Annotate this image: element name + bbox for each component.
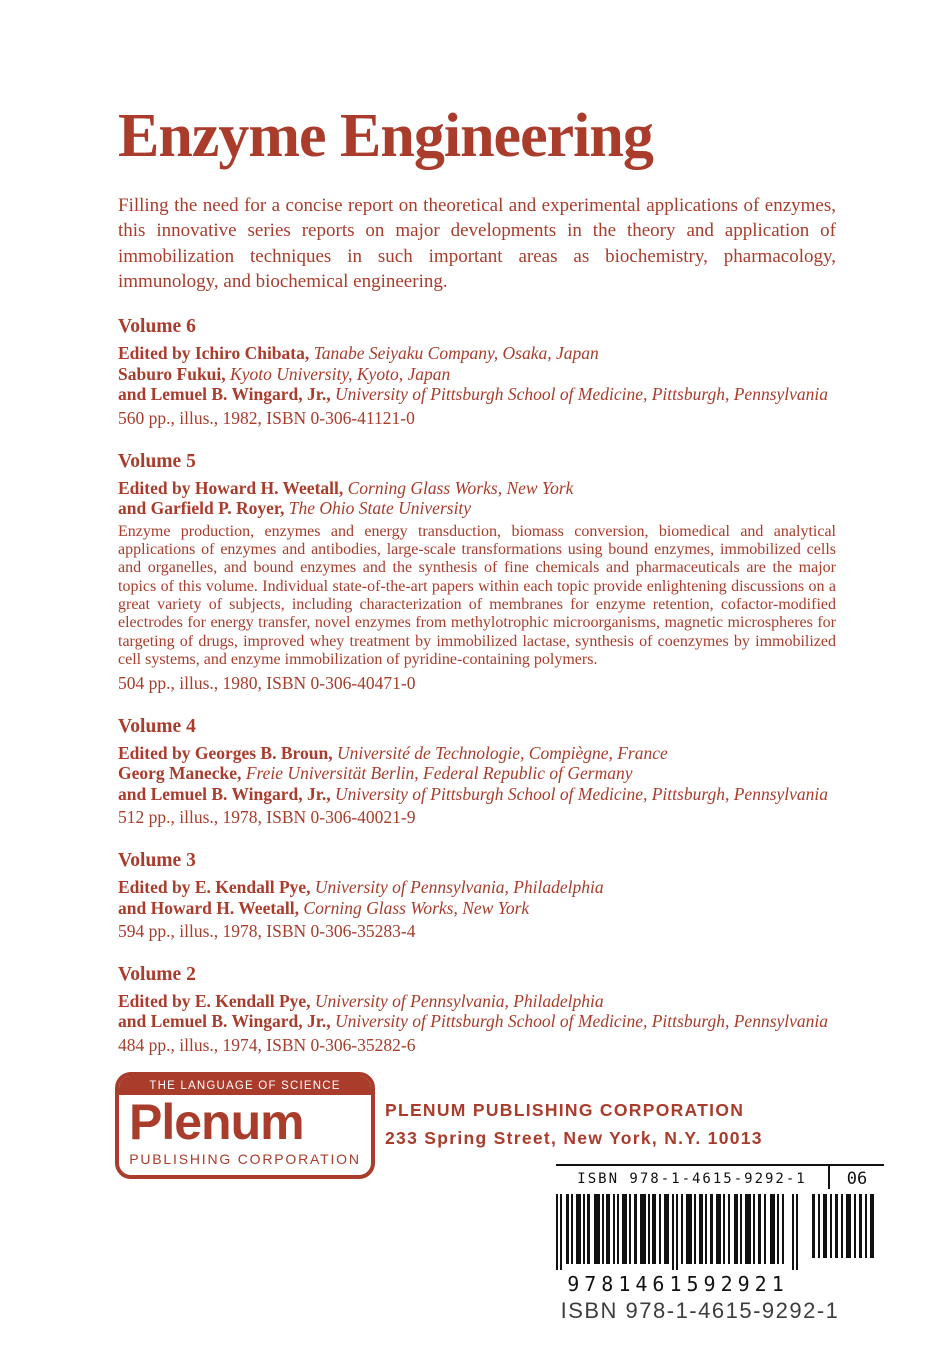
- publication-info: 512 pp., illus., 1978, ISBN 0-306-40021-9: [118, 807, 416, 828]
- editor-name: and Lemuel B. Wingard, Jr.,: [118, 783, 336, 804]
- editor-name: Edited by Ichiro Chibata,: [118, 343, 314, 364]
- editor-line: [118, 763, 836, 783]
- editor-name: Edited by E. Kendall Pye,: [118, 990, 315, 1011]
- editor-affiliation: University of Pittsburgh School of Medicine, Pittsburgh, Pennsylvania: [335, 1011, 829, 1032]
- series-description: Filling the need for a concise report on theoretical and experimental applications of enzymes, this innovative series reports on major developments in the theory and application of immobilization techniques in such important areas as biochemistry, pharmacology, immunology, and biochemical engineering.: [118, 195, 836, 292]
- volume-section-4: [118, 716, 836, 828]
- editor-line: [118, 384, 836, 404]
- cover-content: [118, 0, 836, 1056]
- editor-line: [118, 364, 836, 384]
- editor-affiliation: University of Pittsburgh School of Medicine, Pittsburgh, Pennsylvania: [335, 783, 829, 804]
- publication-info: 560 pp., illus., 1982, ISBN 0-306-41121-0: [118, 407, 415, 428]
- editor-name: Edited by Howard H. Weetall,: [118, 477, 348, 498]
- editor-line: [118, 877, 836, 897]
- editor-line: [118, 991, 836, 1011]
- volume-section-3: [118, 850, 836, 942]
- editor-name: and Lemuel B. Wingard, Jr.,: [118, 384, 336, 405]
- editor-name: Saburo Fukui,: [118, 363, 231, 384]
- barcode-addon-code: 06: [828, 1166, 884, 1189]
- barcode-panel: [556, 1164, 884, 1296]
- barcode-bars: [556, 1194, 800, 1270]
- plenum-logo: [115, 1072, 375, 1179]
- barcode-header: [556, 1164, 884, 1189]
- editor-affiliation: The Ohio State University: [288, 498, 472, 519]
- volume-heading: Volume 2: [118, 963, 196, 985]
- editor-name: Edited by E. Kendall Pye,: [118, 877, 315, 898]
- editor-affiliation: University of Pennsylvania, Philadelphia: [314, 990, 604, 1011]
- volume-section-6: [118, 316, 836, 428]
- book-title: Enzyme Engineering: [118, 102, 653, 170]
- logo-tagline: THE LANGUAGE OF SCIENCE: [119, 1076, 371, 1095]
- editor-affiliation: University of Pittsburgh School of Medicine, Pittsburgh, Pennsylvania: [335, 384, 829, 405]
- volume-heading: Volume 6: [118, 316, 196, 338]
- editor-line: [118, 1011, 836, 1031]
- editor-name: and Lemuel B. Wingard, Jr.,: [118, 1011, 336, 1032]
- logo-subtitle: PUBLISHING CORPORATION: [129, 1151, 361, 1167]
- barcode-isbn-text: ISBN 978-1-4615-9292-1: [577, 1171, 807, 1187]
- barcode-bars-row: [556, 1194, 884, 1270]
- editor-name: Edited by Georges B. Broun,: [118, 742, 337, 763]
- volume-description: Enzyme production, enzymes and energy transduction, biomass conversion, biomedical and analytical applications of enzymes and antibodies, large-scale transformations using bound enzymes, immobilized cells and organelles, and bound enzymes and the synthesis of fine chemicals and pharmaceuticals are the major topics of this volume. Individual state-of-the-art papers within each topic provide enlightening discussions on a great variety of subjects, including characterization of membranes for enzyme retention, cofactor-modified electrodes for energy transfer, novel enzymes from methylotrophic microorganisms, magnetic microspheres for targeting of drugs, improved whey treatment by immobilized lactase, synthesis of coenzymes by immobilized cell systems, and enzyme immobilization of pyridine-containing polymers.: [118, 522, 836, 669]
- publication-info: 594 pp., illus., 1978, ISBN 0-306-35283-4: [118, 920, 416, 941]
- volume-section-2: [118, 964, 836, 1056]
- publisher-address: 233 Spring Street, New York, N.Y. 10013: [385, 1128, 763, 1148]
- publisher-name: PLENUM PUBLISHING CORPORATION: [385, 1100, 745, 1120]
- editor-affiliation: Tanabe Seiyaku Company, Osaka, Japan: [313, 343, 599, 364]
- editor-line: [118, 498, 836, 518]
- publication-info: 504 pp., illus., 1980, ISBN 0-306-40471-0: [118, 672, 416, 693]
- editor-line: [118, 478, 836, 498]
- barcode-digits: 9781461592921: [567, 1272, 789, 1296]
- editor-line: [118, 784, 836, 804]
- volume-heading: Volume 3: [118, 850, 196, 872]
- volume-heading: Volume 4: [118, 715, 196, 737]
- editor-line: [118, 343, 836, 363]
- logo-wordmark: Plenum: [129, 1094, 304, 1150]
- editor-affiliation: University of Pennsylvania, Philadelphia: [314, 877, 604, 898]
- editor-line: [118, 898, 836, 918]
- editor-name: Georg Manecke,: [118, 763, 246, 784]
- publication-info: 484 pp., illus., 1974, ISBN 0-306-35282-6: [118, 1034, 416, 1055]
- editor-line: [118, 743, 836, 763]
- editor-affiliation: Kyoto University, Kyoto, Japan: [230, 363, 451, 384]
- isbn-bottom-text: ISBN 978-1-4615-9292-1: [560, 1298, 840, 1323]
- editor-name: and Howard H. Weetall,: [118, 897, 304, 918]
- volume-heading: Volume 5: [118, 450, 196, 472]
- editor-affiliation: Freie Universität Berlin, Federal Republic of Germany: [245, 763, 633, 784]
- editor-name: and Garfield P. Royer,: [118, 498, 289, 519]
- editor-affiliation: Corning Glass Works, New York: [347, 477, 574, 498]
- editor-affiliation: Université de Technologie, Compiègne, France: [336, 742, 668, 763]
- publisher-block: [385, 1100, 763, 1149]
- volume-section-5: [118, 451, 836, 694]
- barcode-addon-bars: [812, 1194, 876, 1258]
- editor-affiliation: Corning Glass Works, New York: [303, 897, 530, 918]
